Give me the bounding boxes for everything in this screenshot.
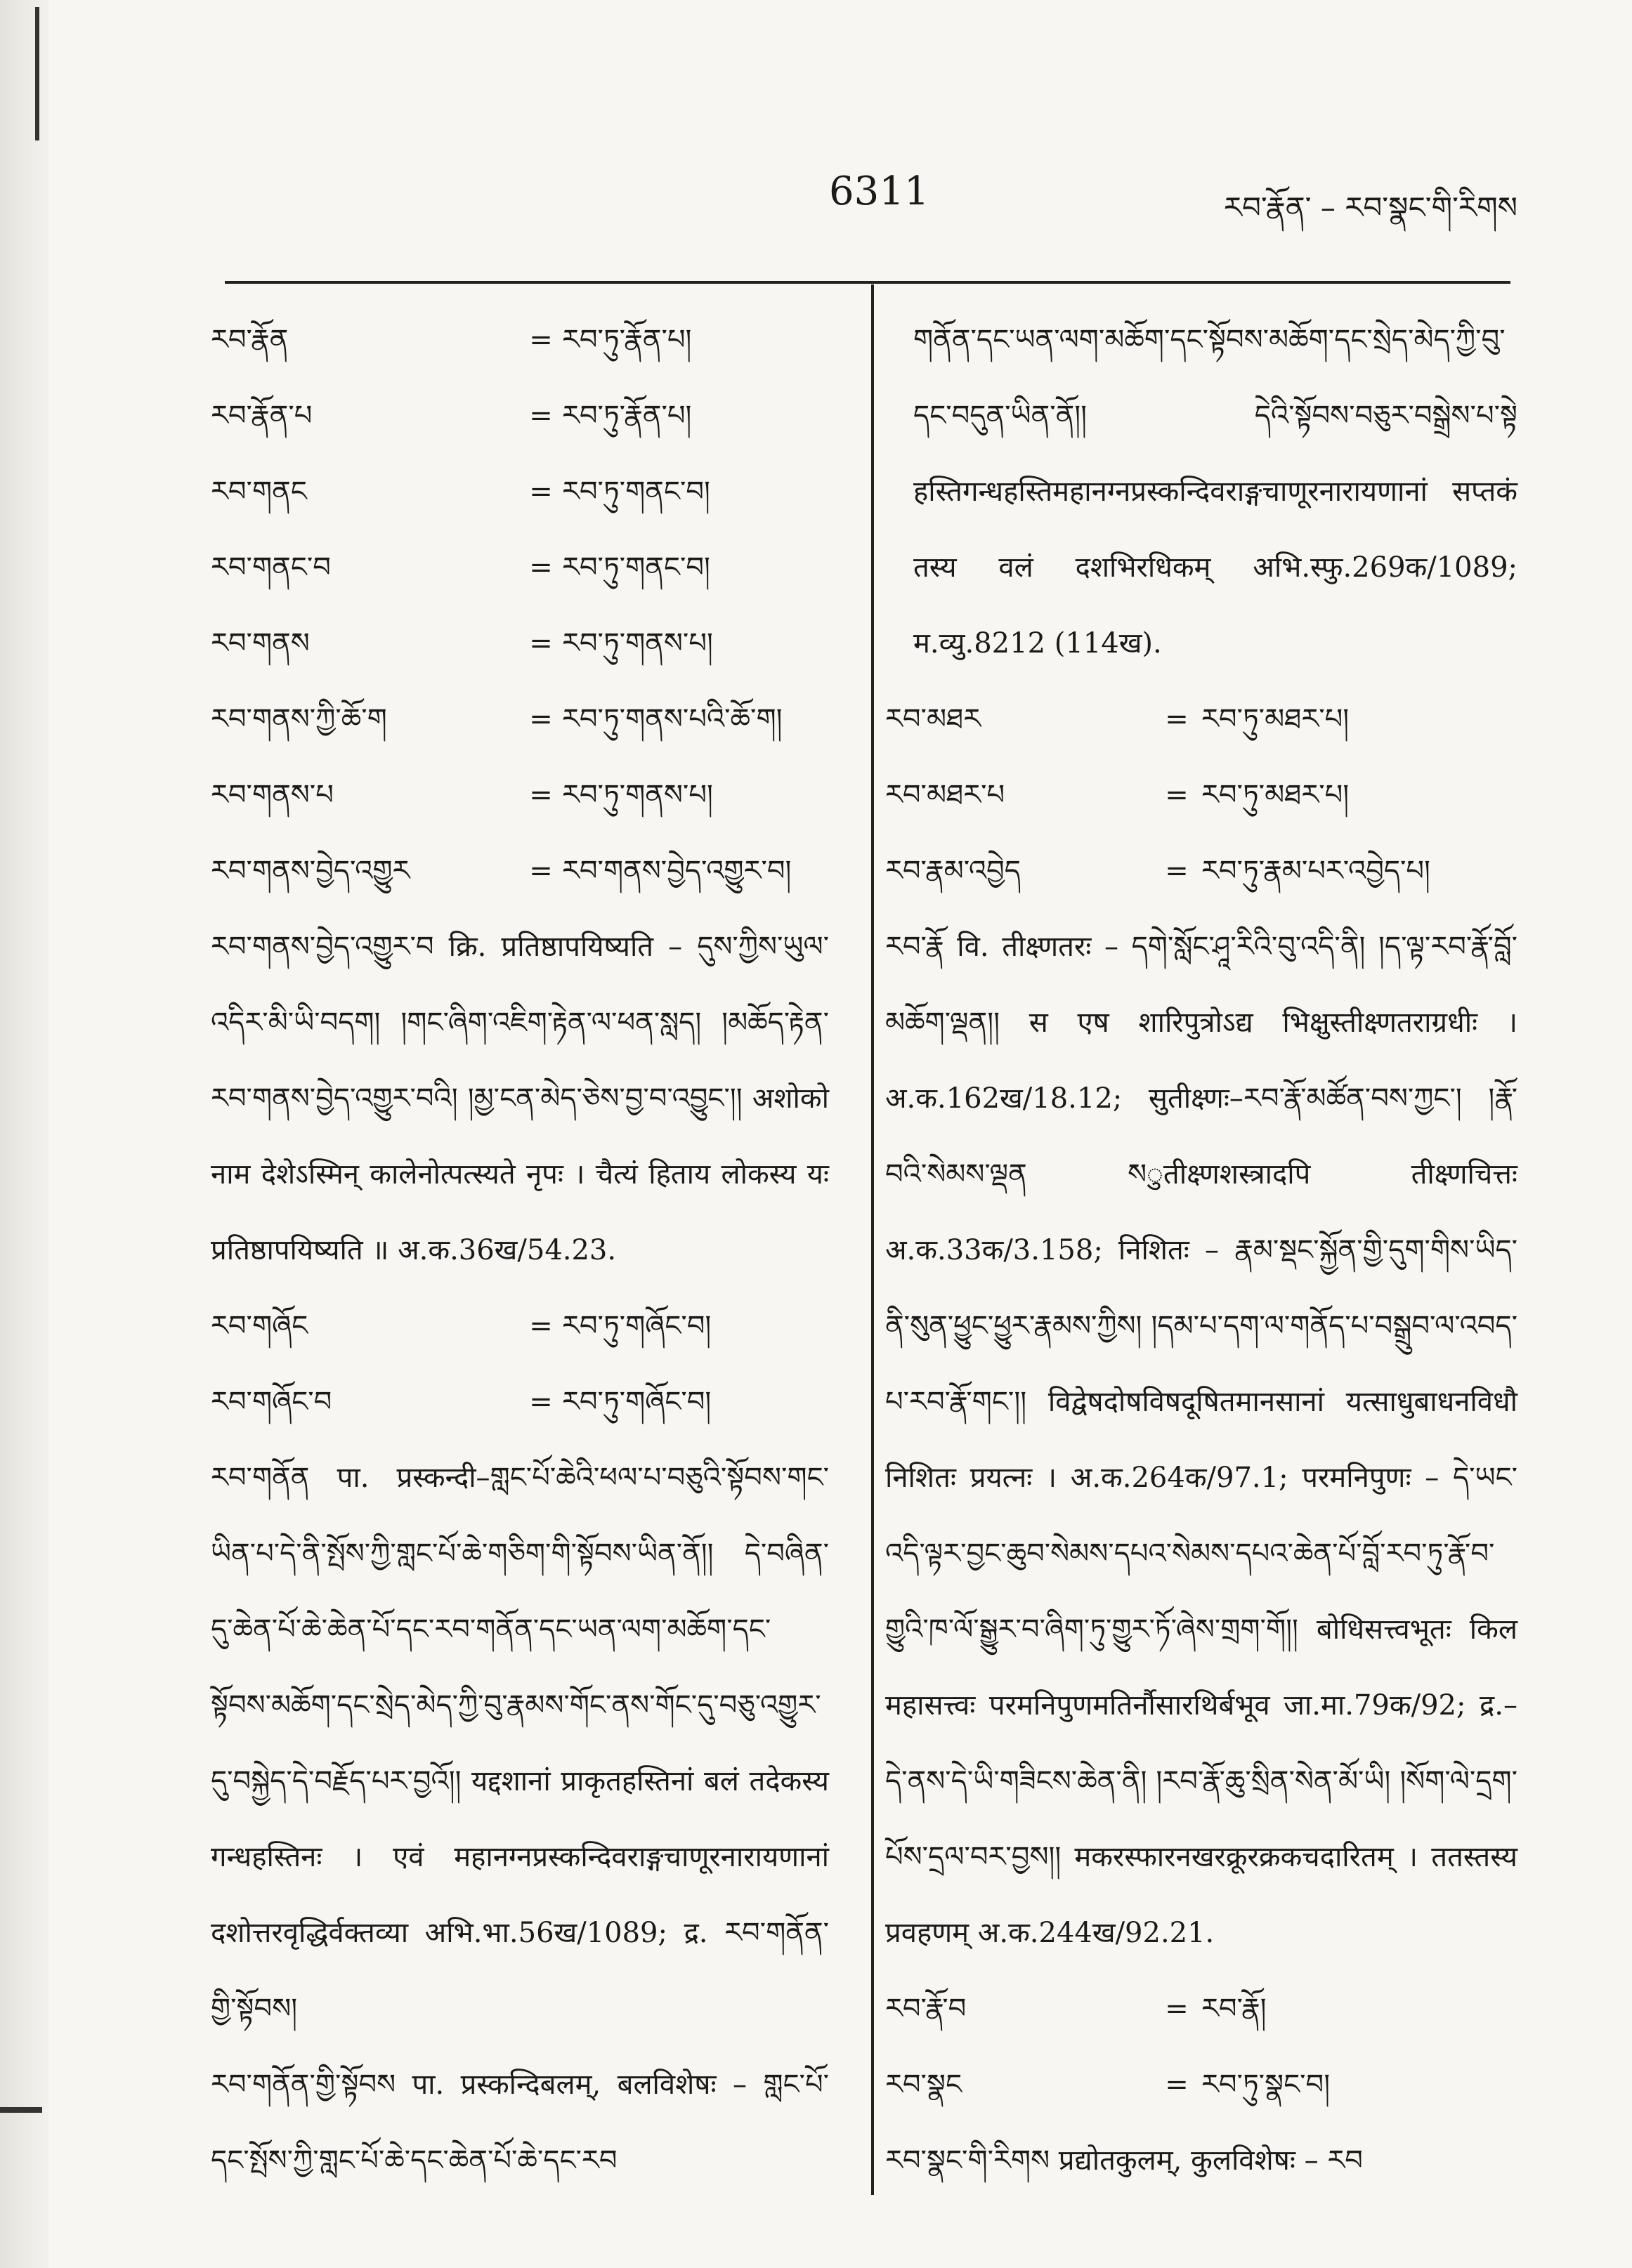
xref-row — [211, 833, 829, 909]
xref-target: རབ་ཏུ་གནས་པ། — [562, 779, 713, 811]
xref-row — [211, 302, 829, 378]
xref-term: རབ་གནས་པ — [211, 779, 334, 811]
xref-term: རབ་གནས་ཀྱི་ཆོ་ག — [211, 703, 387, 735]
xref-target: རབ་ཏུ་གཞོང་བ། — [562, 1386, 712, 1418]
xref-target: རབ་གནས་བྱེད་འགྱུར་བ། — [562, 855, 792, 887]
entry-rab-rno: རབ་རྣོ वि. तीक्ष्णतरः – དགེ་སློང་ཤཱ་རིའི་བུ་འདི་ནི། །ད་ལྟ་རབ་རྣོ་བློ་མཆོག་ལྡན།། स एष शारिपुत्रोऽद्य भिक्षुस्तीक्ष्णतराग्रधीः । अ.क.162ख/18.12; सुतीक्ष्णः–རབ་རྣོ་མཚོན་བས་ཀྱང་། །རྣོ་བའི་སེམས་ལྡན སुतीक्ष्णशस्त्रादपि तीक्ष्णचित्तः अ.क.33क/3.158; निशितः – རྣམ་སྡང་སྐྱོན་གྱི་དུག་གིས་ཡིད་ནི་སུན་ཕྱུང་ཕྱུར་རྣམས་ཀྱིས། །དམ་པ་དག་ལ་གནོད་པ་བསྒྲུབ་ལ་འབད་པ་རབ་རྣོ་གང་།། विद्वेषदोषविषदूषितमानसानां यत्साधुबाधनविधौ निशितः प्रयत्नः । अ.क.264क/97.1; परमनिपुणः – དེ་ཡང་འདི་ལྟར་བྱང་ཆུབ་སེམས་དཔའ་སེམས་དཔའ་ཆེན་པོ་བློ་རབ་ཏུ་རྣོ་བ་གྱུའི་ཁ་ལོ་སྒྱུར་བ་ཞིག་ཏུ་གྱུར་ཏོ་ཞེས་གྲག་གོ།། बोधिसत्त्वभूतः किल महासत्त्वः परमनिपुणमतिर्नौसारथिर्बभूव जा.मा.79क/92; द्र.– དེ་ནས་དེ་ཡི་གཟིངས་ཆེན་ནི། །རབ་རྣོ་ཆུ་སྲིན་སེན་མོ་ཡི། །སོག་ལེ་དྲག་པོས་དྲལ་བར་བྱས།། मकरस्फारनखरक्रूरक्रकचदारितम् । ततस्तस्य प्रवहणम् अ.क.244ख/92.21. — [885, 931, 1517, 1949]
binding-edge — [0, 0, 49, 2268]
xref-target: རབ་ཏུ་གནང་བ། — [562, 476, 710, 508]
xref-term: རབ་གནང — [211, 476, 307, 508]
xref-target: རབ་ཏུ་གནས་པའི་ཆོ་ག། — [562, 703, 783, 735]
xref-eq: = — [529, 779, 553, 811]
xref-eq: = — [529, 1310, 553, 1342]
entry-continuation: གནོན་དང་ཡན་ལག་མཆོག་དང་སྟོབས་མཆོག་དང་སྲེད་མེད་ཀྱི་བུ་དང་བདུན་ཡིན་ནོ།། དེའི་སྟོབས་བཅུར་བསྒྲེས་པ་སྟེ हस्तिगन्धहस्तिमहानग्नप्रस्कन्दिवराङ्गचाणूरनारायणानां सप्तकं तस्य वलं दशभिरधिकम् अभि.स्फु.269क/1089; म.व्यु.8212 (114ख). — [913, 324, 1517, 660]
xref-row — [211, 757, 829, 833]
xref-row — [885, 757, 1517, 833]
edge-mark-bottom — [0, 2107, 42, 2113]
xref-row — [211, 605, 829, 681]
page-number: 6311 — [829, 169, 929, 214]
xref-target: རབ་ཏུ་སྣང་བ། — [1201, 2069, 1331, 2101]
xref-row — [211, 1364, 829, 1440]
xref-eq: = — [529, 1386, 553, 1418]
xref-eq: = — [1165, 703, 1189, 735]
right-column — [885, 302, 1517, 2198]
entry-rab-snang-gi-rigs: རབ་སྣང་གི་རིགས प्रद्योतकुलम्, कुलविशेषः – རབ — [885, 2144, 1363, 2177]
xref-term: རབ་གནང་བ — [211, 551, 331, 584]
xref-eq: = — [1165, 2069, 1189, 2101]
xref-row — [885, 681, 1517, 757]
entry-rab-gnon: རབ་གནོན पा. प्रस्कन्दी–གླང་པོ་ཆེའི་ཕལ་པ་བཅུའི་སྟོབས་གང་ཡིན་པ་དེ་ནི་སྤོས་ཀྱི་གླང་པོ་ཆེ་གཅིག་གི་སྟོབས་ཡིན་ནོ།། དེ་བཞིན་དུ་ཆེན་པོ་ཆེ་ཆེན་པོ་དང་རབ་གནོན་དང་ཡན་ལག་མཆོག་དང་སྟོབས་མཆོག་དང་སྲེད་མེད་ཀྱི་བུ་རྣམས་གོང་ནས་གོང་དུ་བཅུ་འགྱུར་དུ་བསྐྱེད་དེ་བརྗོད་པར་བྱའོ།། यद्दशानां प्राकृतहस्तिनां बलं तदेकस्य गन्धहस्तिनः । एवं महानग्नप्रस्कन्दिवराङ्गचाणूरनारायणानां दशोत्तरवृद्धिर्वक्तव्या अभि.भा.56ख/1089; द्र. རབ་གནོན་གྱི་སྟོབས། — [211, 1462, 829, 2025]
xref-target: རབ་ཏུ་རྣོན་པ། — [562, 400, 692, 432]
xref-term: རབ་རྣོ་བ — [885, 1993, 967, 2025]
xref-eq: = — [529, 476, 553, 508]
left-xref-list-1 — [211, 302, 829, 909]
xref-eq: = — [1165, 779, 1189, 811]
xref-term: རབ་སྣང — [885, 2069, 962, 2101]
left-column — [211, 302, 829, 2198]
xref-eq: = — [529, 855, 553, 887]
xref-target: རབ་ཏུ་རྣོན་པ། — [562, 324, 692, 356]
xref-target: རབ་ཏུ་གནས་པ། — [562, 627, 713, 660]
xref-row — [211, 378, 829, 454]
xref-term: རབ་གནས — [211, 627, 310, 660]
xref-row — [211, 530, 829, 605]
xref-term: རབ་མཐར་པ — [885, 779, 1005, 811]
xref-target: རབ་རྣོ། — [1201, 1993, 1267, 2025]
xref-target: རབ་ཏུ་མཐར་པ། — [1201, 703, 1350, 735]
xref-term: རབ་རྣམ་འབྱེད — [885, 855, 1021, 887]
xref-target: རབ་ཏུ་གནང་བ། — [562, 551, 710, 584]
xref-eq: = — [529, 703, 553, 735]
right-xref-list-1 — [885, 681, 1517, 909]
xref-eq: = — [529, 627, 553, 660]
xref-target: རབ་ཏུ་གཞོང་བ། — [562, 1310, 712, 1342]
xref-eq: = — [1165, 855, 1189, 887]
xref-row — [211, 1288, 829, 1364]
xref-eq: = — [529, 400, 553, 432]
right-xref-list-2 — [885, 1971, 1517, 2123]
xref-term: རབ་གནས་བྱེད་འགྱུར — [211, 855, 410, 887]
xref-eq: = — [529, 324, 553, 356]
edge-mark-top — [35, 7, 39, 140]
xref-term: རབ་རྣོན — [211, 324, 289, 356]
entry-rab-gnas-byed-gyur-ba: རབ་གནས་བྱེད་འགྱུར་བ क्रि. प्रतिष्ठापयिष्यति – དུས་ཀྱིས་ཡུལ་འདིར་མི་ཡི་བདག། །གང་ཞིག་འཇིག་རྟེན་ལ་ཕན་སླད། །མཆོད་རྟེན་རབ་གནས་བྱེད་འགྱུར་བའི། །མྱ་ངན་མེད་ཅེས་བྱ་བ་འབྱུང་།། अशोको नाम देशेऽस्मिन् कालेनोत्पत्स्यते नृपः । चैत्यं हिताय लोकस्य यः प्रतिष्ठापयिष्यति ॥ अ.क.36ख/54.23. — [211, 931, 829, 1266]
xref-eq: = — [529, 551, 553, 584]
xref-row — [885, 2047, 1517, 2123]
xref-row — [211, 454, 829, 530]
xref-row — [211, 681, 829, 757]
running-head: རབ་རྣོན་ – རབ་སྣང་གི་རིགས — [1223, 190, 1517, 225]
column-rule — [871, 284, 874, 2195]
xref-row — [885, 833, 1517, 909]
xref-term: རབ་རྣོན་པ — [211, 400, 313, 432]
header-rule — [225, 281, 1510, 284]
xref-target: རབ་ཏུ་མཐར་པ། — [1201, 779, 1350, 811]
xref-term: རབ་གཞོང་བ — [211, 1386, 332, 1418]
xref-term: རབ་མཐར — [885, 703, 981, 735]
entry-rab-gnon-gyi-stobs: རབ་གནོན་གྱི་སྟོབས पा. प्रस्कन्दिबलम्, बलविशेषः – གླང་པོ་དང་སྤོས་ཀྱི་གླང་པོ་ཆེ་དང་ཆེན་པོ་ཆེ་དང་རབ — [211, 2069, 829, 2177]
xref-eq: = — [1165, 1993, 1189, 2025]
xref-row — [885, 1971, 1517, 2047]
xref-term: རབ་གཞོང — [211, 1310, 308, 1342]
left-xref-list-2 — [211, 1288, 829, 1440]
xref-target: རབ་ཏུ་རྣམ་པར་འབྱེད་པ། — [1201, 855, 1430, 887]
